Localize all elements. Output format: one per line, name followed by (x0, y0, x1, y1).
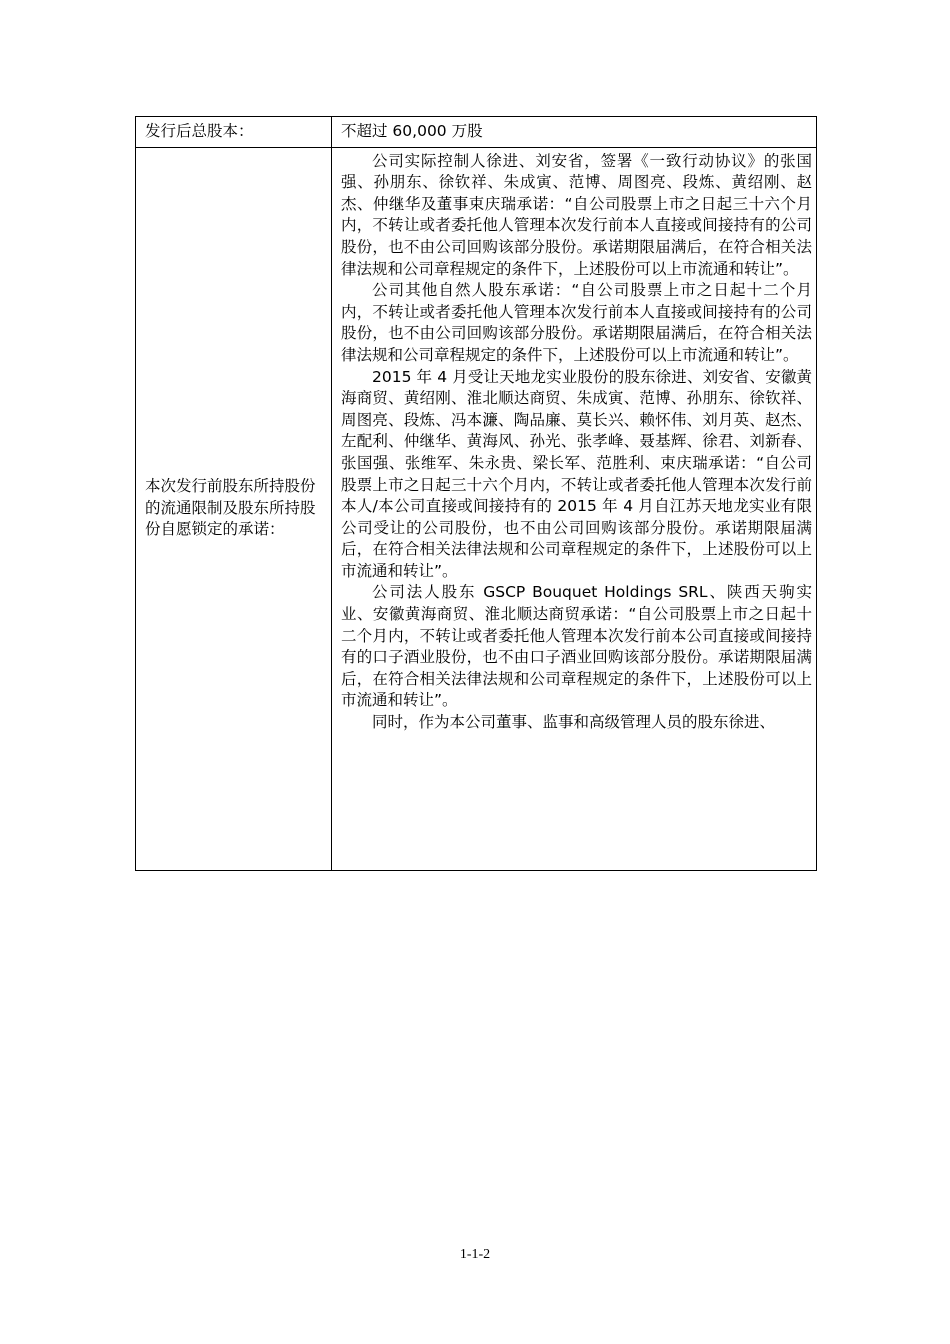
table-row (136, 147, 817, 870)
commitment-paragraph: 公司其他自然人股东承诺：“自公司股票上市之日起十二个月内，不转让或者委托他人管理本次发行前本人直接或间接持有的公司股份，也不由公司回购该部分股份。承诺期限届满后，在符合相关法律法规和公司章程规定的条件下，上述股份可以上市流通和转让”。 (341, 281, 812, 364)
commitment-paragraph: 公司法人股东 GSCP Bouquet Holdings SRL、陕西天驹实业、安徽黄海商贸、淮北顺达商贸承诺：“自公司股票上市之日起十二个月内，不转让或者委托他人管理本次发行前本公司直接或间接持有的口子酒业股份，也不由口子酒业回购该部分股份。承诺期限届满后，在符合相关法律法规和公司章程规定的条件下，上述股份可以上市流通和转让”。 (341, 583, 812, 710)
commitment-paragraph: 同时，作为本公司董事、监事和高级管理人员的股东徐进、 (372, 713, 776, 732)
page-number: 1-1-2 (459, 1247, 491, 1262)
total-shares-value: 不超过 60,000 万股 (341, 122, 483, 140)
lockup-commitment-label: 本次发行前股东所持股份的流通限制及股东所持股份自愿锁定的承诺： (145, 477, 316, 539)
table-row (136, 117, 817, 148)
total-shares-label: 发行后总股本： (145, 122, 254, 140)
row-label-cell (136, 147, 332, 870)
row-value-cell (332, 147, 817, 870)
commitment-paragraph: 公司实际控制人徐进、刘安省，签署《一致行动协议》的张国强、孙朋东、徐钦祥、朱成寅、范博、周图亮、段炼、黄绍刚、赵杰、仲继华及董事束庆瑞承诺：“自公司股票上市之日起三十六个月内，不转让或者委托他人管理本次发行前本人直接或间接持有的公司股份，也不由公司回购该部分股份。承诺期限届满后，在符合相关法律法规和公司章程规定的条件下，上述股份可以上市流通和转让”。 (341, 151, 812, 278)
row-label-cell (136, 117, 332, 148)
prospectus-summary-table (135, 116, 817, 871)
lockup-commitment-text (332, 148, 816, 734)
row-value-cell (332, 117, 817, 148)
commitment-paragraph: 2015 年 4 月受让天地龙实业股份的股东徐进、刘安省、安徽黄海商贸、黄绍刚、淮北顺达商贸、朱成寅、范博、孙朋东、徐钦祥、周图亮、段炼、冯本濂、陶品廉、莫长兴、赖怀伟、刘月英、赵杰、左配利、仲继华、黄海风、孙光、张孝峰、聂基辉、徐君、刘新春、张国强、张维军、朱永贵、梁长军、范胜利、束庆瑞承诺：“自公司股票上市之日起三十六个月内，不转让或者委托他人管理本次发行前本人/本公司直接或间接持有的 2015 年 4 月自江苏天地龙实业有限公司受让的公司股份，也不由公司回购该部分股份。承诺期限届满后，在符合相关法律法规和公司章程规定的条件下，上述股份可以上市流通和转让”。 (341, 367, 812, 580)
